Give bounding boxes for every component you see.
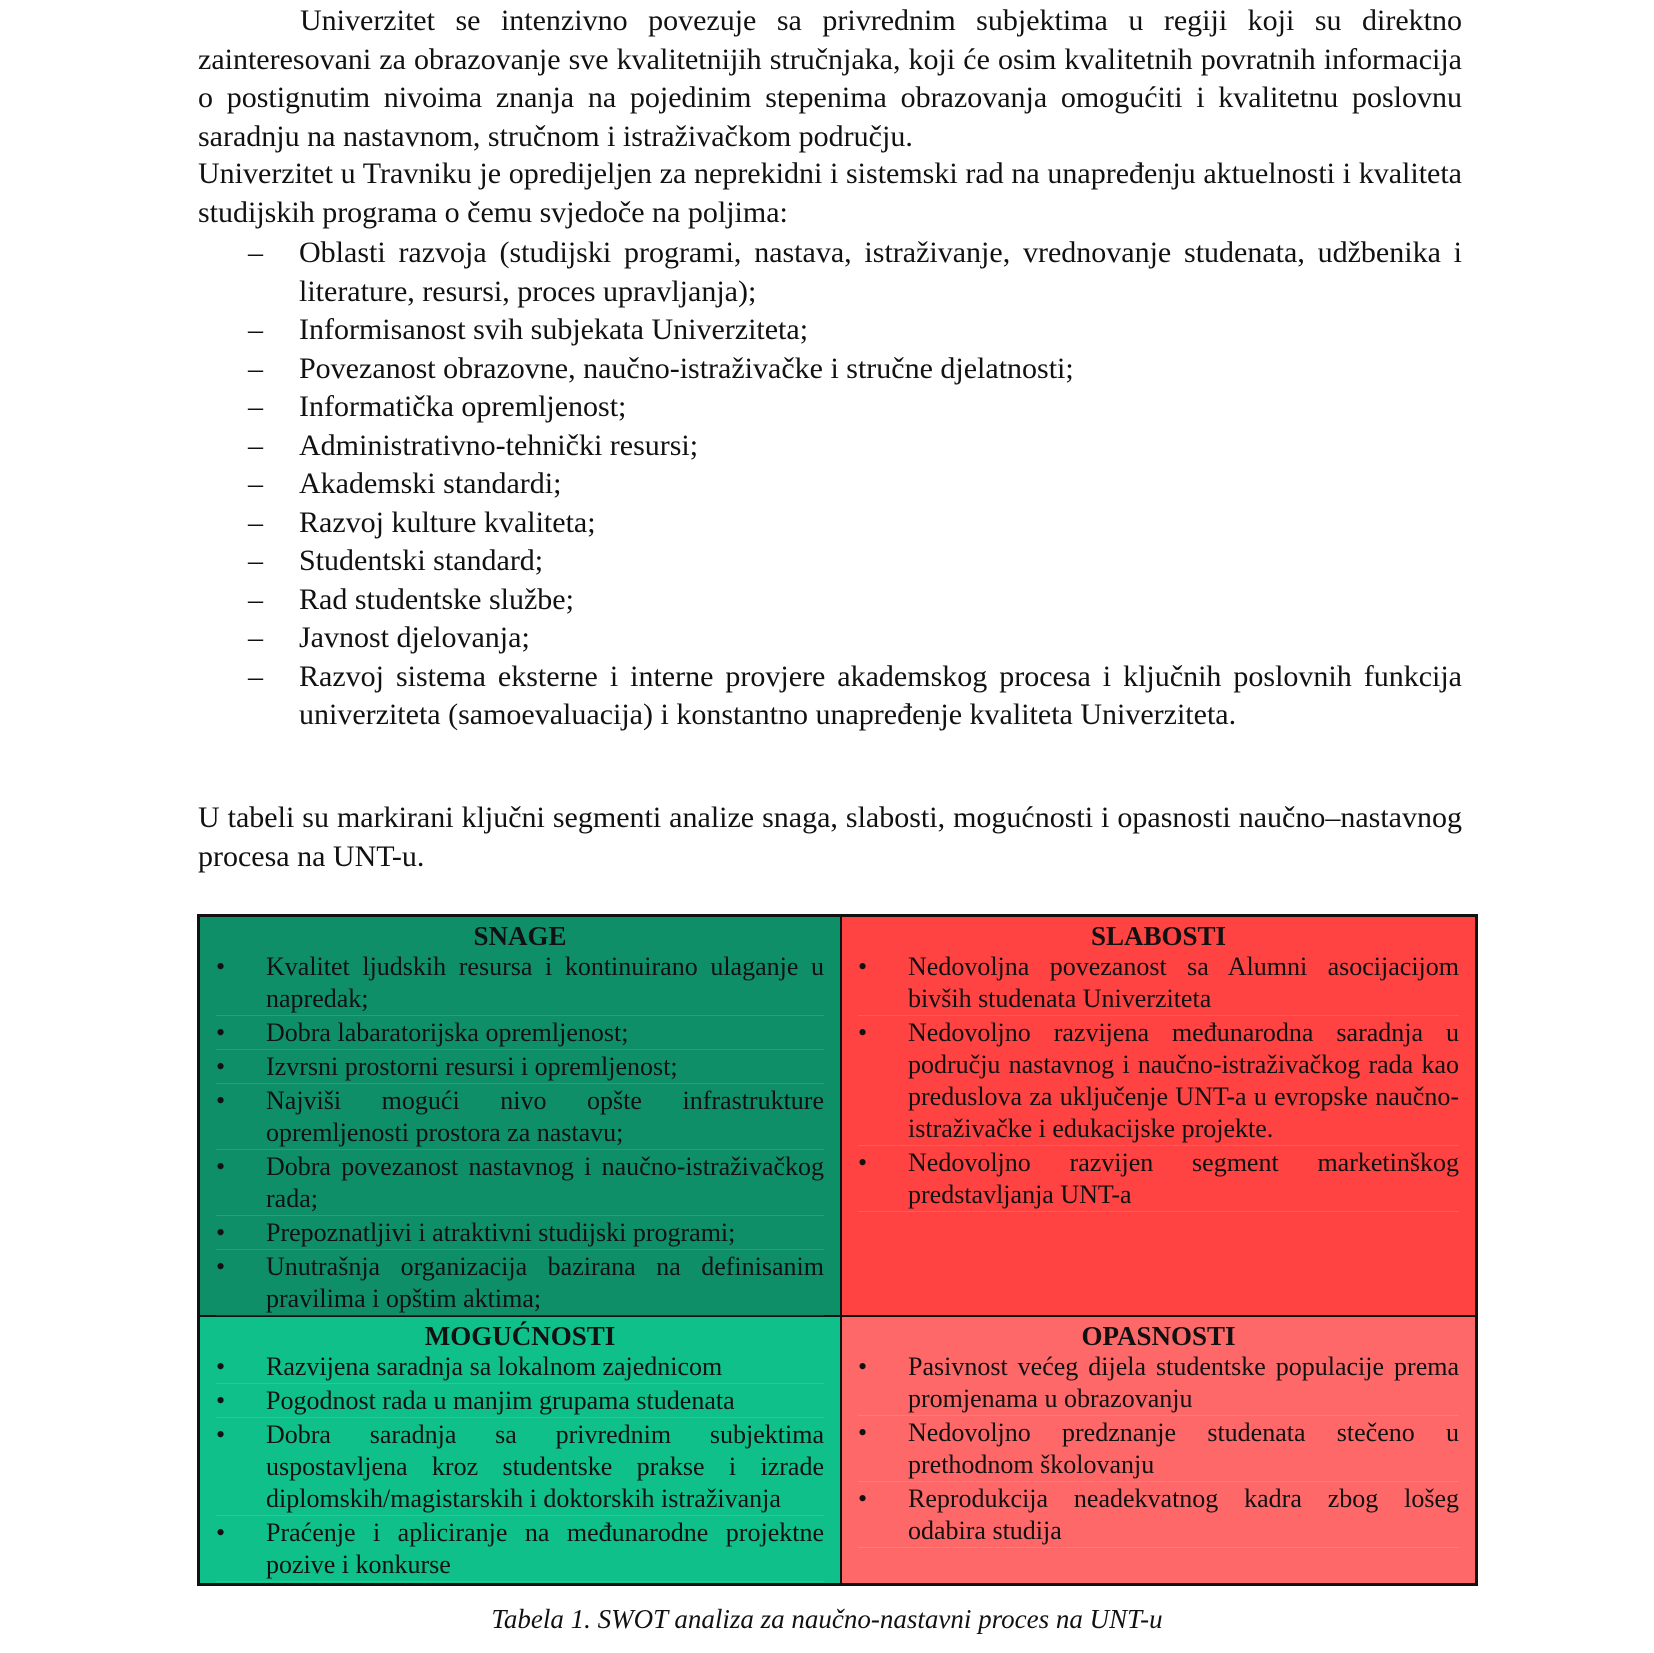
commitment-paragraph: Univerzitet u Travniku je opredijeljen za neprekidni i sistemski rad na unapređenju aktuelnosti i kvaliteta studijskih programa o čemu svjedoče na poljima: [198, 157, 1462, 229]
bullet-icon: • [858, 1418, 868, 1447]
list-item: – Javnost djelovanja; [198, 619, 1462, 658]
list-item: – Povezanost obrazovne, naučno-istraživačke i stručne djelatnosti; [198, 350, 1462, 389]
bullet-icon: • [858, 1018, 868, 1047]
bullet-icon: • [858, 1352, 868, 1381]
opportunities-list [216, 1351, 824, 1582]
dash-marker: – [248, 505, 263, 539]
bullet-icon: • [858, 1484, 868, 1513]
bullet-icon: • [216, 952, 226, 981]
list-item: • Dobra labaratorijska opremljenost; [216, 1017, 824, 1050]
bullet-icon: • [216, 1218, 226, 1247]
dash-marker: – [248, 544, 263, 577]
intro-paragraph: Univerzitet se intenzivno povezuje sa privrednim subjektima u regiji koji su direktno zainteresovani za obrazovanje sve kvalitetnijih stručnjaka, koji će osim kvalitetnih povratnih informacija o postignutim nivoima znanja na pojedinim stepenima obrazovanja omogućiti i kvalitetnu poslovnu saradnju na nastavnom, stručnom i istraživačkom području. [198, 4, 1462, 153]
dash-marker: – [248, 428, 263, 462]
bullet-icon: • [858, 952, 868, 981]
list-item: • Nedovoljna povezanost sa Alumni asocijacijom bivših studenata Univerziteta [858, 951, 1459, 1016]
list-item: • Pasivnost većeg dijela studentske populacije prema promjenama u obrazovanju [858, 1351, 1459, 1416]
threats-list [858, 1351, 1459, 1548]
dash-marker: – [248, 313, 263, 346]
bullet-icon: • [216, 1386, 226, 1415]
list-item: – Akademski standardi; [198, 465, 1462, 504]
list-item: • Razvijena saradnja sa lokalnom zajednicom [216, 1351, 824, 1384]
bullet-icon: • [216, 1052, 226, 1081]
list-item: • Dobra povezanost nastavnog i naučno-istraživačkog rada; [216, 1151, 824, 1216]
bullet-icon: • [216, 1352, 226, 1381]
list-item: • Prepoznatljivi i atraktivni studijski programi; [216, 1217, 824, 1250]
weaknesses-list [858, 951, 1459, 1212]
swot-weaknesses-cell [842, 917, 1475, 1317]
table-caption: Tabela 1. SWOT analiza za naučno-nastavni proces na UNT-u [491, 1604, 1163, 1634]
list-item: – Administrativno-tehnički resursi; [198, 427, 1462, 466]
dash-marker: – [248, 621, 263, 654]
table-intro-paragraph: U tabeli su markirani ključni segmenti analize snaga, slabosti, mogućnosti i opasnosti naučno–nastavnog procesa na UNT-u. [198, 801, 1462, 873]
weaknesses-title: SLABOSTI [1090, 921, 1227, 951]
list-item: – Razvoj kulture kvaliteta; [198, 504, 1462, 543]
dash-marker: – [248, 351, 263, 385]
list-item: – Oblasti razvoja (studijski programi, nastava, istraživanje, vrednovanje studenata, udžbenika i literature, resursi, proces upravljanja); [248, 236, 1462, 308]
list-item: • Nedovoljno razvijena međunarodna saradnja u području nastavnog i naučno-istraživačkog rada kao preduslova za uključenje UNT-a u evropske naučno-istraživačke i edukacijske projekte. [858, 1017, 1459, 1146]
swot-opportunities-cell [200, 1317, 842, 1583]
swot-table [197, 914, 1478, 1586]
list-item: • Praćenje i apliciranje na međunarodne projektne pozive i konkurse [216, 1517, 824, 1582]
list-item: – Rad studentske službe; [198, 581, 1462, 620]
dash-marker: – [248, 467, 263, 500]
dash-marker: – [248, 582, 263, 616]
quality-fields-list [198, 234, 1462, 735]
bullet-icon: • [216, 1518, 226, 1547]
bullet-icon: • [216, 1252, 226, 1281]
swot-threats-cell [842, 1317, 1475, 1583]
list-item: • Nedovoljno razvijen segment marketinškog predstavljanja UNT-a [858, 1147, 1459, 1212]
bullet-icon: • [216, 1152, 226, 1181]
list-item: • Izvrsni prostorni resursi i opremljenost; [216, 1051, 824, 1084]
dash-marker: – [248, 390, 263, 423]
list-item: – Studentski standard; [198, 542, 1462, 581]
list-item: • Pogodnost rada u manjim grupama studenata [216, 1385, 824, 1418]
bullet-icon: • [216, 1018, 226, 1047]
dash-marker: – [248, 659, 263, 693]
bullet-icon: • [216, 1086, 226, 1115]
dash-marker: – [248, 236, 263, 269]
bullet-icon: • [858, 1148, 868, 1177]
list-item: • Kvalitet ljudskih resursa i kontinuirano ulaganje u napredak; [216, 951, 824, 1016]
list-item: – Informatička opremljenost; [198, 388, 1462, 427]
bullet-icon: • [216, 1420, 226, 1449]
list-item: • Unutrašnja organizacija bazirana na definisanim pravilima i opštim aktima; [216, 1251, 824, 1316]
list-item: • Nedovoljno predznanje studenata stečeno u prethodnom školovanju [858, 1417, 1459, 1482]
opportunities-title: MOGUĆNOSTI [424, 1321, 616, 1351]
list-item: • Reprodukcija neadekvatnog kadra zbog lošeg odabira studija [858, 1483, 1459, 1548]
strengths-title: SNAGE [473, 921, 567, 951]
threats-title: OPASNOSTI [1081, 1321, 1236, 1351]
list-item: • Najviši mogući nivo opšte infrastrukture opremljenosti prostora za nastavu; [216, 1085, 824, 1150]
list-item: – Informisanost svih subjekata Univerziteta; [198, 311, 1462, 350]
list-item: – Razvoj sistema eksterne i interne provjere akademskog procesa i ključnih poslovnih funkcija univerziteta (samoevaluacija) i konstantno unapređenje kvaliteta Univerziteta. [248, 659, 1462, 731]
list-item: • Dobra saradnja sa privrednim subjektima uspostavljena kroz studentske prakse i izrade diplomskih/magistarskih i doktorskih istraživanja [216, 1419, 824, 1516]
swot-strengths-cell [200, 917, 842, 1317]
strengths-list [216, 951, 824, 1316]
